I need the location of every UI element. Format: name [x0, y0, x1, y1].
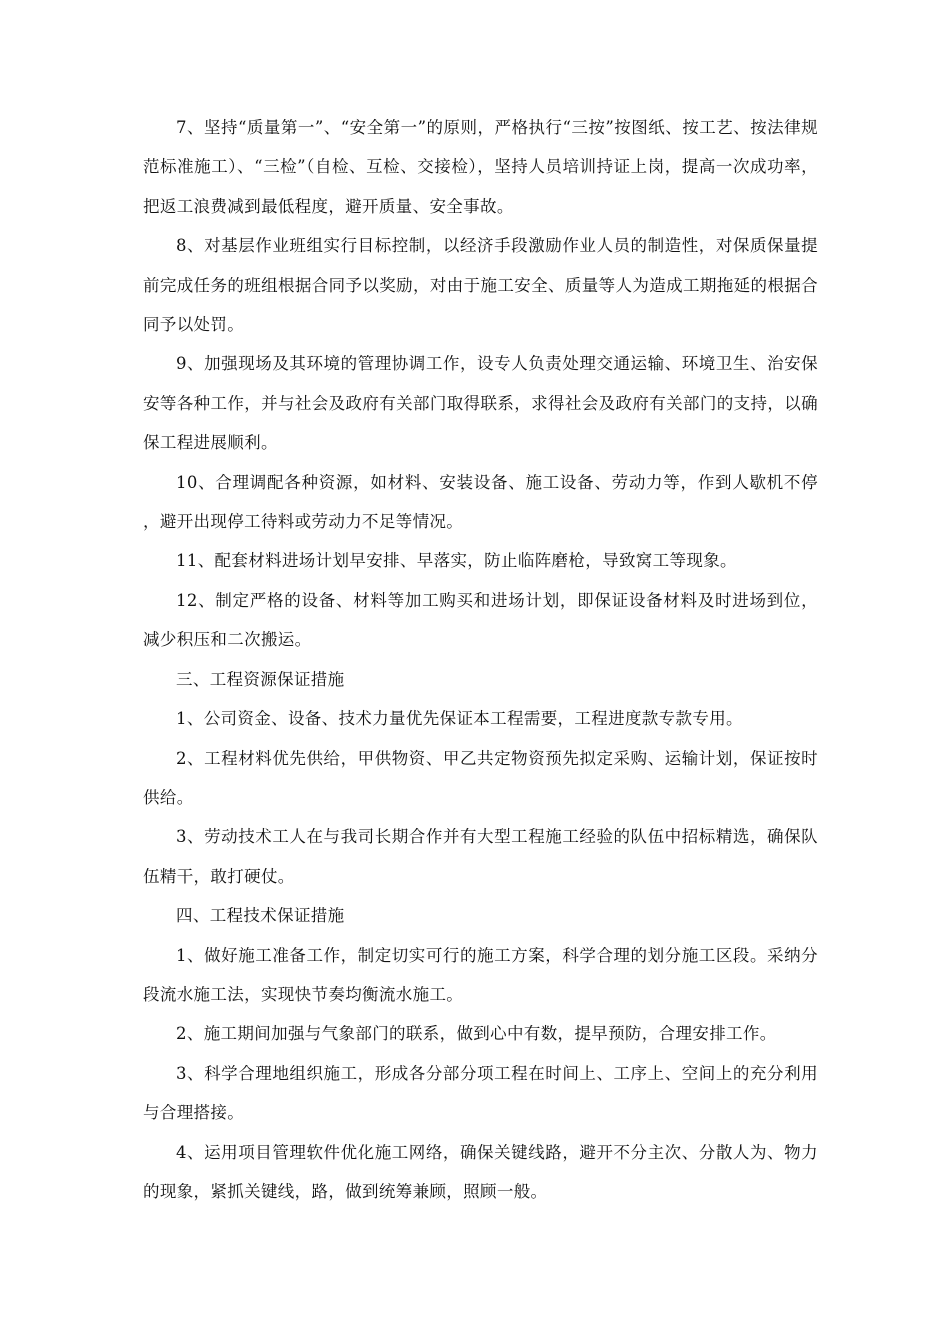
paragraph-item-10: 10、合理调配各种资源，如材料、安装设备、施工设备、劳动力等，作到人歇机不停，避开出现停工待料或劳动力不足等情况。	[143, 472, 818, 532]
technical-item-1: 1、做好施工准备工作，制定切实可行的施工方案，科学合理的划分施工区段。采纳分段流水施工法，实现快节奏均衡流水施工。	[143, 945, 818, 1004]
resource-item-1: 1、公司资金、设备、技术力量优先保证本工程需要，工程进度款专款专用。	[176, 709, 743, 729]
resource-item-2: 2、工程材料优先供给，甲供物资、甲乙共定物资预先拟定采购、运输计划，保证按时供给。	[143, 748, 818, 807]
paragraph-item-9: 9、加强现场及其环境的管理协调工作，设专人负责处理交通运输、环境卫生、治安保安等各种工作，并与社会及政府有关部门取得联系，求得社会及政府有关部门的支持，以确保工程进展顺利。	[143, 354, 818, 453]
technical-item-4: 4、运用项目管理软件优化施工网络，确保关键线路，避开不分主次、分散人为、物力的现象，紧抓关键线，路，做到统筹兼顾，照顾一般。	[143, 1142, 818, 1201]
section-heading-technical: 四、工程技术保证措施	[176, 906, 345, 926]
document-page	[143, 108, 818, 1211]
paragraph-item-12: 12、制定严格的设备、材料等加工购买和进场计划，即保证设备材料及时进场到位，减少积压和二次搬运。	[143, 590, 818, 650]
paragraph-item-7: 7、坚持“质量第一”、“安全第一”的原则，严格执行“三按”按图纸、按工艺、按法律规范标准施工）、“三检”（自检、互检、交接检），坚持人员培训持证上岗，提高一次成功率，把返工浪费减到最低程度，避开质量、安全事故。	[143, 118, 818, 216]
section-heading-resources: 三、工程资源保证措施	[176, 669, 345, 689]
paragraph-item-11: 11、配套材料进场计划早安排、早落实，防止临阵磨枪，导致窝工等现象。	[176, 551, 737, 571]
technical-item-2: 2、施工期间加强与气象部门的联系，做到心中有数，提早预防，合理安排工作。	[176, 1024, 777, 1044]
paragraph-item-8: 8、对基层作业班组实行目标控制，以经济手段激励作业人员的制造性，对保质保量提前完成任务的班组根据合同予以奖励，对由于施工安全、质量等人为造成工期拖延的根据合同予以处罚。	[143, 236, 818, 335]
resource-item-3: 3、劳动技术工人在与我司长期合作并有大型工程施工经验的队伍中招标精选，确保队伍精干，敢打硬仗。	[143, 827, 818, 886]
technical-item-3: 3、科学合理地组织施工，形成各分部分项工程在时间上、工序上、空间上的充分利用与合理搭接。	[143, 1063, 818, 1123]
